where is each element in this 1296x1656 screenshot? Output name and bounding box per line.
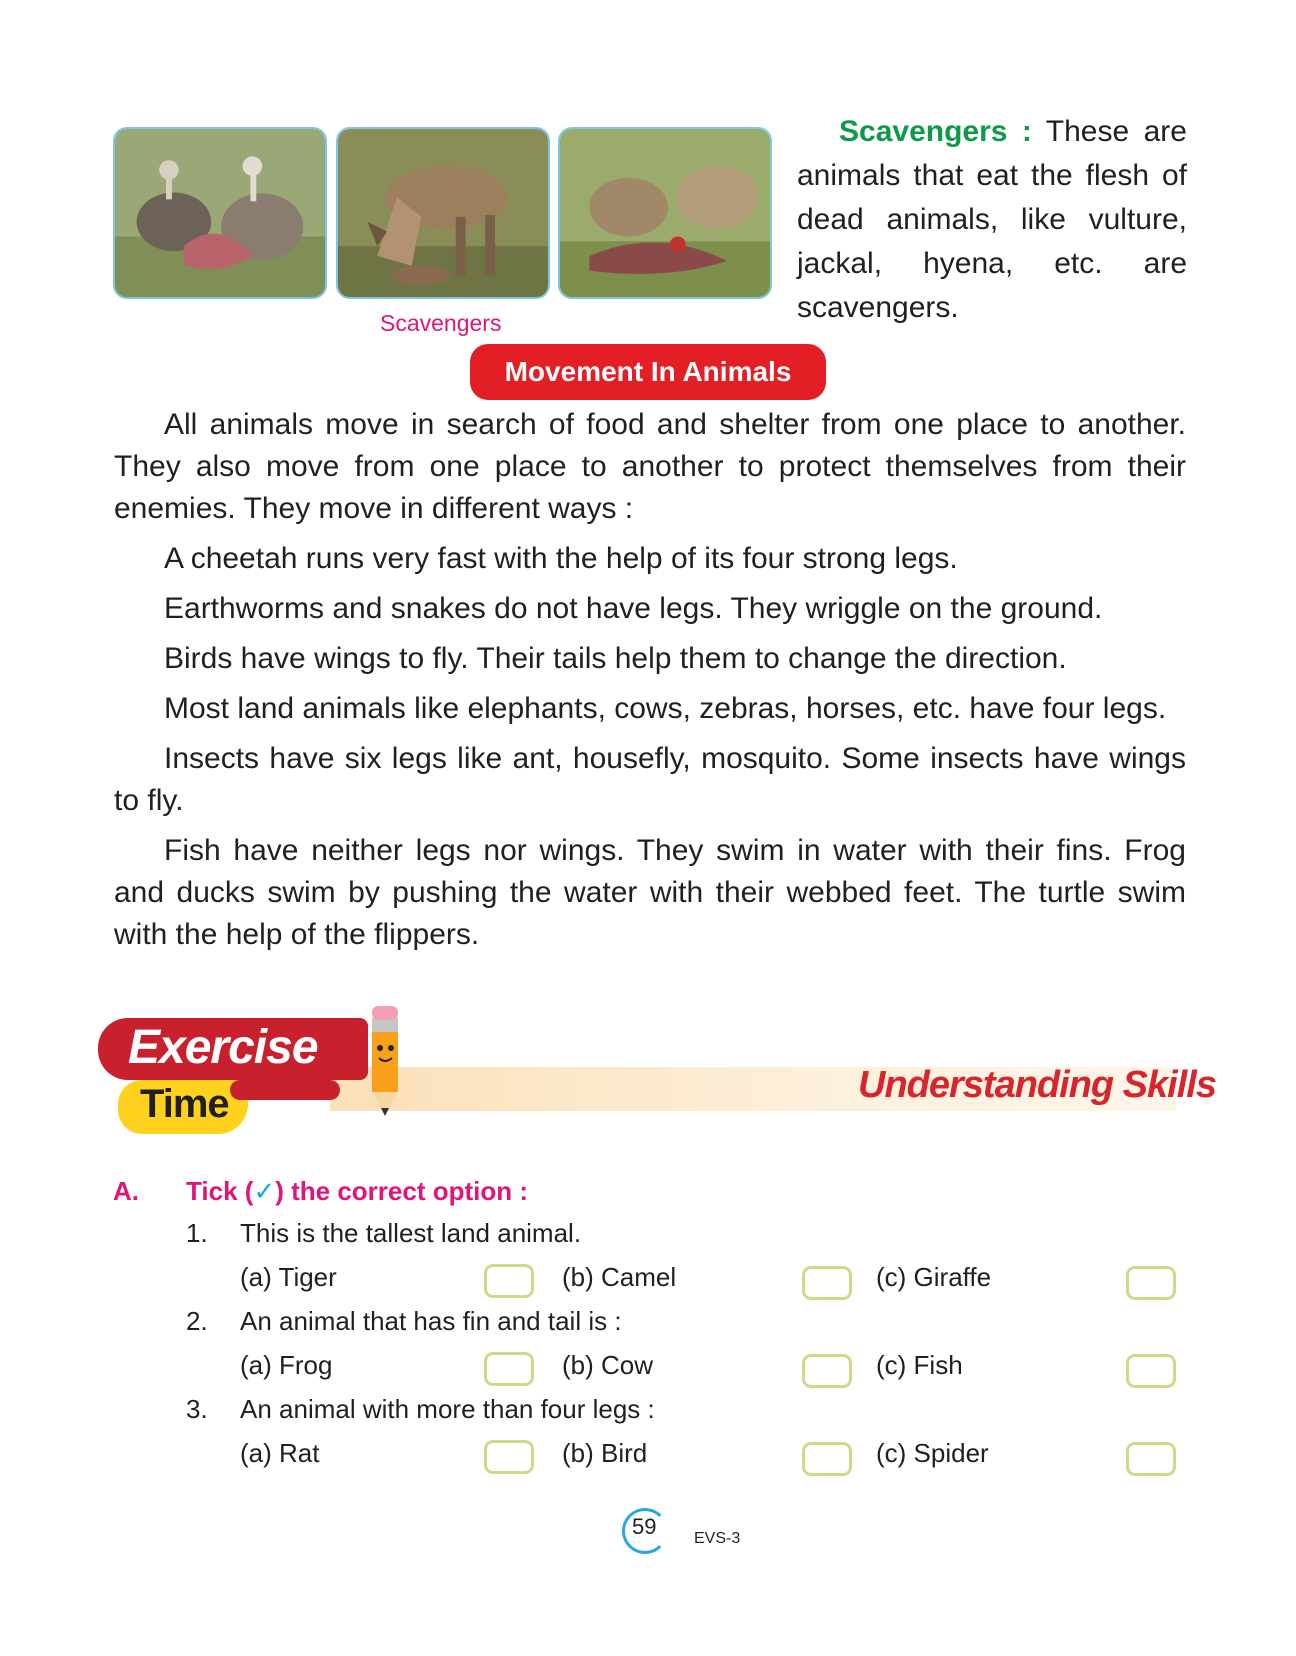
time-word: Time: [140, 1082, 229, 1126]
exercise-word: Exercise: [128, 1021, 318, 1074]
option-label: (c) Fish: [876, 1350, 963, 1380]
paragraph: Insects have six legs like ant, housefly, mosquito. Some insects have wings to fly.: [114, 742, 1186, 817]
paragraph: Most land animals like elephants, cows, zebras, horses, etc. have four legs.: [164, 692, 1167, 725]
section-a-instruction: [186, 1176, 528, 1207]
vulture-photo: [113, 127, 327, 299]
paragraph: Fish have neither legs nor wings. They swim in water with their fins. Frog and ducks swim by pushing the water with their webbed feet. The turtle swim with the help of the flippers.: [114, 834, 1186, 951]
scavengers-paragraph: [797, 110, 1187, 330]
book-code: EVS-3: [694, 1530, 741, 1547]
option-label: (c) Giraffe: [876, 1262, 992, 1292]
paragraph: Earthworms and snakes do not have legs. They wriggle on the ground.: [164, 592, 1103, 625]
option-label: (b) Cow: [562, 1350, 654, 1380]
answer-checkbox[interactable]: [1126, 1354, 1176, 1388]
pencil-icon: [350, 1000, 420, 1120]
answer-checkbox[interactable]: [484, 1352, 534, 1386]
option-label: (b) Bird: [562, 1438, 648, 1468]
question-text: This is the tallest land animal.: [240, 1218, 582, 1248]
answer-checkbox[interactable]: [484, 1440, 534, 1474]
answer-checkbox[interactable]: [802, 1266, 852, 1300]
movement-text: [114, 404, 1186, 964]
instruction-post: ) the correct option :: [275, 1176, 529, 1206]
scavengers-text: These are animals that eat the flesh of dead animals, like vulture, jackal, hyena, etc. are scavengers.: [797, 115, 1187, 324]
question-number: 2.: [186, 1306, 208, 1336]
answer-checkbox[interactable]: [802, 1354, 852, 1388]
time-accent: [230, 1080, 340, 1100]
answer-checkbox[interactable]: [484, 1264, 534, 1298]
section-heading: Movement In Animals: [470, 344, 826, 400]
photo-caption: Scavengers: [380, 310, 502, 336]
answer-checkbox[interactable]: [802, 1442, 852, 1476]
scavengers-term: Scavengers :: [839, 115, 1032, 148]
option-label: (a) Frog: [240, 1350, 333, 1380]
option-label: (b) Camel: [562, 1262, 677, 1292]
answer-checkbox[interactable]: [1126, 1266, 1176, 1300]
question-text: An animal that has fin and tail is :: [240, 1306, 622, 1336]
paragraph: All animals move in search of food and shelter from one place to another. They also move from one place to another to protect themselves from their enemies. They move in different ways :: [114, 408, 1186, 525]
hyena-photo: [558, 127, 772, 299]
option-label: (a) Tiger: [240, 1262, 337, 1292]
option-label: (a) Rat: [240, 1438, 320, 1468]
instruction-pre: Tick (: [186, 1176, 254, 1206]
question-number: 1.: [186, 1218, 208, 1248]
section-a-label: A.: [113, 1176, 139, 1206]
understanding-skills-title: Understanding Skills: [858, 1064, 1216, 1106]
jackal-photo: [336, 127, 550, 299]
tick-icon: ✓: [253, 1176, 276, 1206]
paragraph: A cheetah runs very fast with the help of its four strong legs.: [164, 542, 958, 575]
question-number: 3.: [186, 1394, 208, 1424]
paragraph: Birds have wings to fly. Their tails help them to change the direction.: [164, 642, 1067, 675]
answer-checkbox[interactable]: [1126, 1442, 1176, 1476]
question-text: An animal with more than four legs :: [240, 1394, 655, 1424]
page-number: 59: [632, 1514, 657, 1539]
option-label: (c) Spider: [876, 1438, 989, 1468]
